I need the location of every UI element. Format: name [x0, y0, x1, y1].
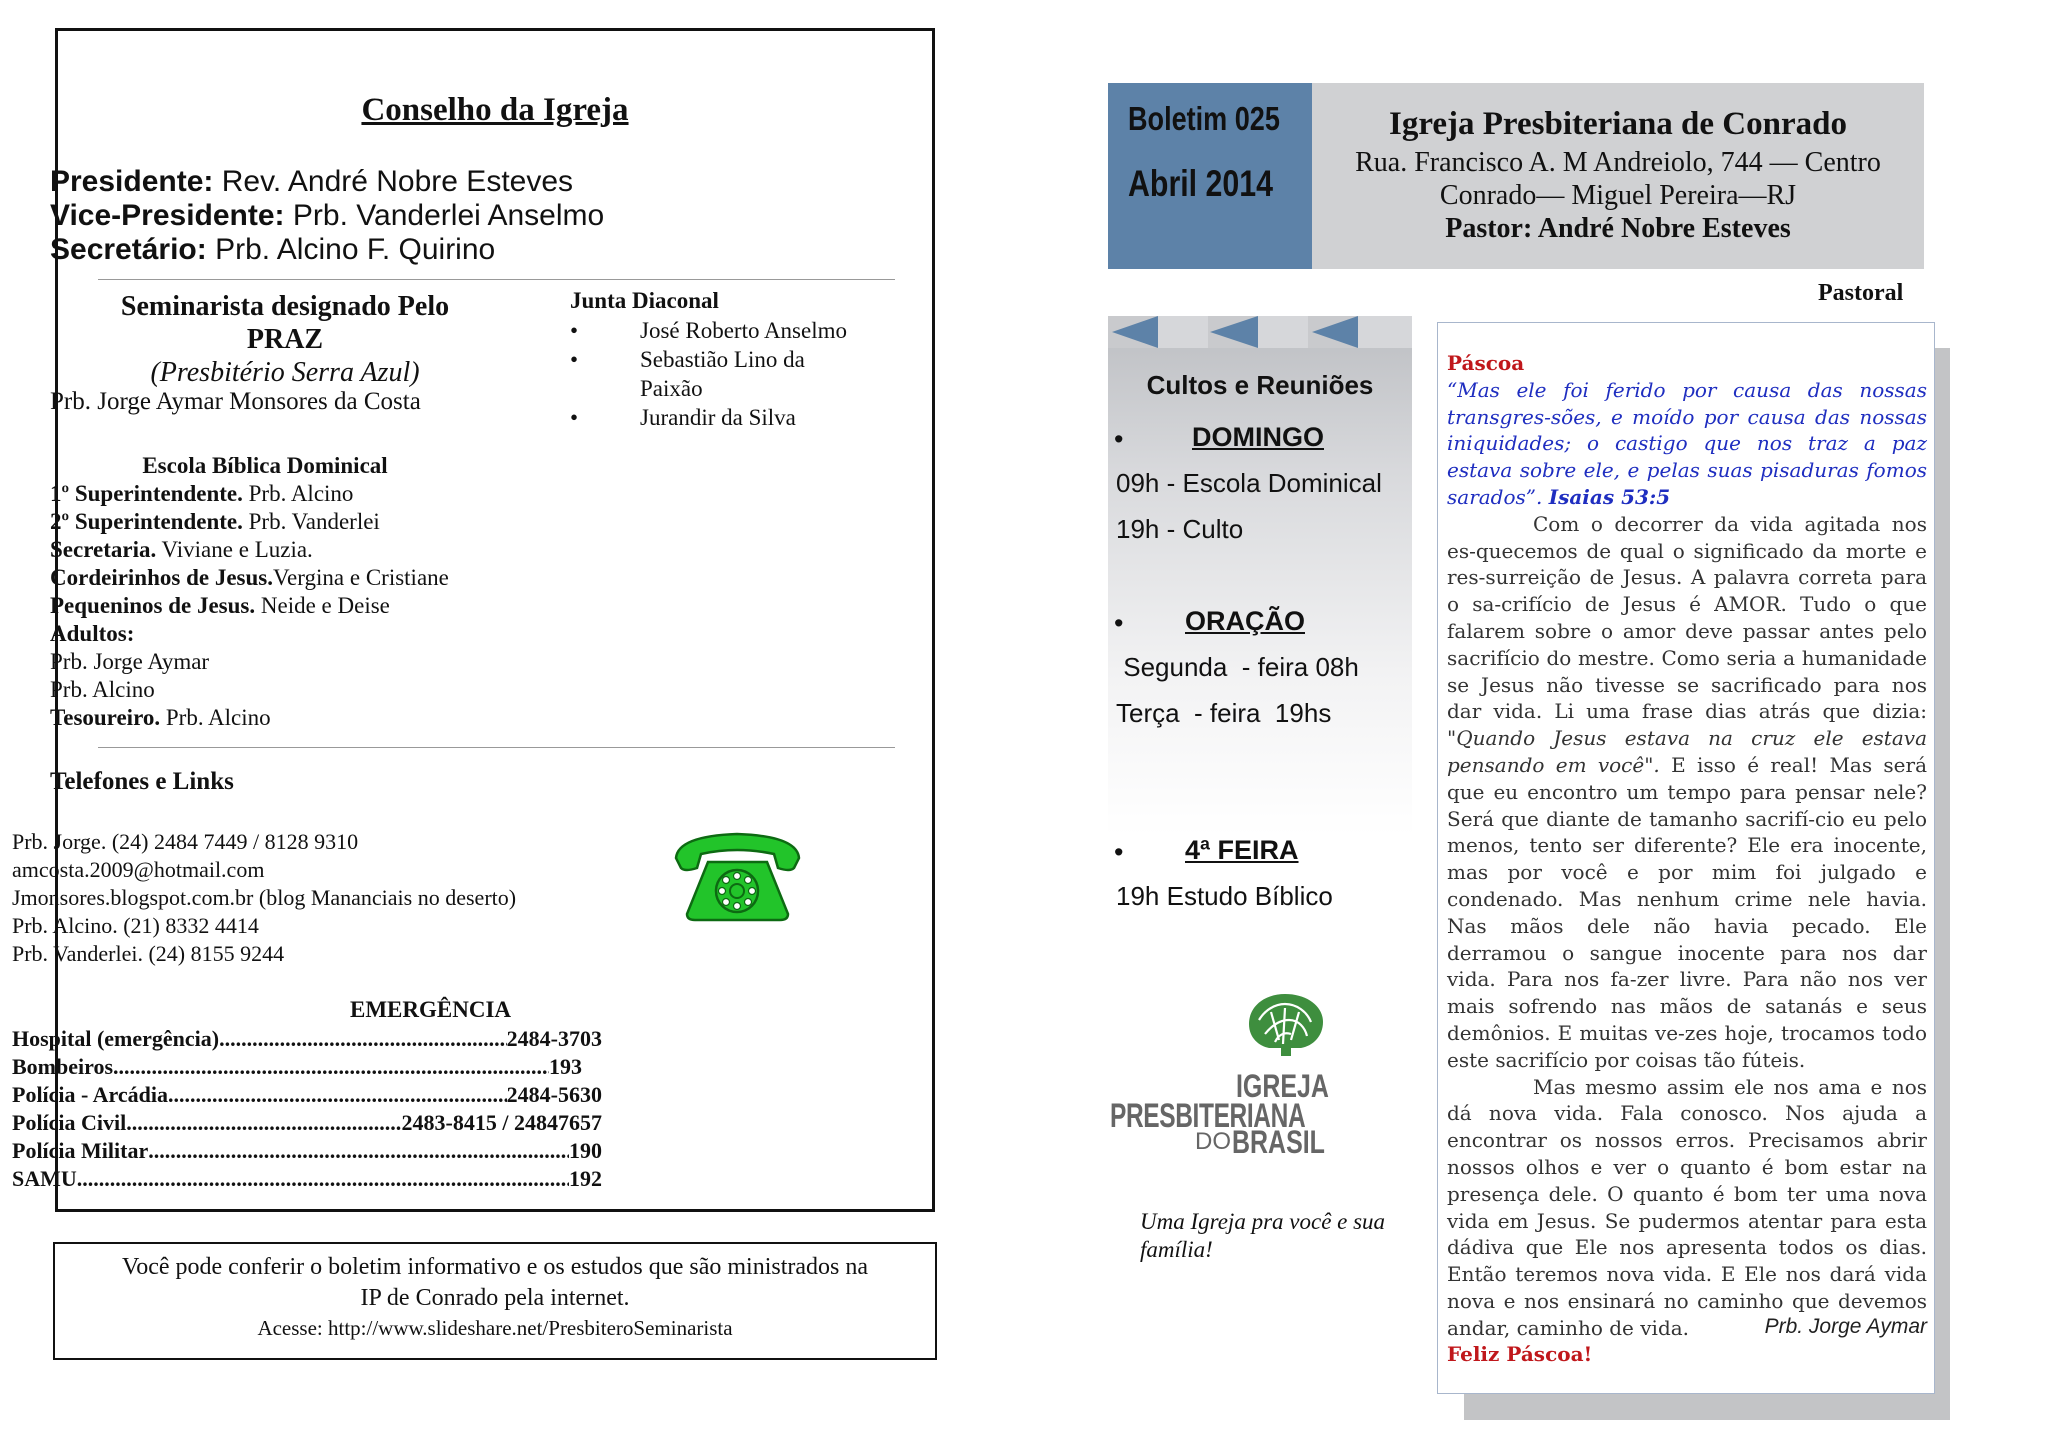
- emergency-number: 2484-5630: [506, 1082, 602, 1107]
- secretario-line: [50, 233, 495, 267]
- contacts-title: Telefones e Links: [50, 768, 234, 795]
- ebd-block: [50, 452, 570, 732]
- bullet-oracao: •: [1114, 608, 1124, 638]
- ebd-peq-value: Neide e Deise: [255, 593, 390, 618]
- seminarista-block: [40, 290, 530, 389]
- oracao-line: Segunda - feira 08h: [1116, 652, 1359, 682]
- bullet-quarta: •: [1114, 837, 1124, 867]
- contacts-list: [12, 828, 516, 968]
- article-text: Com o decorrer da vida agitada nos es-quecemos de qual o significado da morte e res-surreição de Jesus. A palavra correta para o sa-crifício de Jesus é AMOR. Tudo o que falarem sobre o amor deve passar antes pelo sacrifício do mestre. Como seria a humanidade se Jesus não tivesse se sacrificado para nos dar vida. Li uma frase dias atrás que dizia:: [1447, 511, 1927, 724]
- bulletin-number: Boletim 025: [1128, 100, 1280, 137]
- emergency-label: Polícia Civil: [12, 1110, 127, 1135]
- ebd-sup1-label: 1º Superintendente.: [50, 481, 243, 506]
- emergency-number: 2483-8415 / 24847657: [401, 1110, 602, 1135]
- junta-list: [570, 316, 870, 432]
- online-line1: Você pode conferir o boletim informativo e os estudos que são ministrados na: [121, 1254, 869, 1280]
- emergency-row: [12, 1053, 582, 1081]
- church-name: Igreja Presbiteriana de Conrado: [1389, 106, 1847, 142]
- seminarista-line3: (Presbitério Serra Azul): [150, 357, 420, 388]
- ebd-sec-value: Viviane e Luzia.: [156, 537, 313, 562]
- bullet-domingo: •: [1114, 424, 1124, 454]
- ebd-sec: [50, 536, 570, 564]
- vice-line: [50, 199, 604, 233]
- online-info-box: [53, 1242, 937, 1360]
- ebd-sec-label: Secretaria.: [50, 537, 157, 562]
- ebd-sup2: [50, 508, 570, 536]
- emergency-label: Polícia Militar: [12, 1138, 149, 1163]
- emergency-row: [12, 1165, 602, 1193]
- burning-bush-icon: [1235, 990, 1335, 1062]
- emergency-number: 190: [569, 1138, 602, 1163]
- ebd-cord: [50, 564, 570, 592]
- pastoral-label: Pastoral: [1818, 280, 1904, 306]
- emergency-label: SAMU: [12, 1166, 77, 1191]
- cultos-title: Cultos e Reuniões: [1146, 370, 1374, 400]
- oracao-heading: ORAÇÃO: [1185, 606, 1305, 636]
- article-inline-quote: "Quando Jesus estava na cruz ele estava pensando em você".: [1447, 726, 1927, 777]
- bulletin-date: Abril 2014: [1128, 163, 1274, 204]
- presidente-line: [50, 165, 573, 199]
- logo-brasil: BRASIL: [1232, 1124, 1325, 1160]
- ebd-tes-value: Prb. Alcino: [160, 705, 271, 730]
- logo-presbiteriana: PRESBITERIANA: [1110, 1097, 1306, 1135]
- secretario-label: Secretário:: [50, 233, 207, 266]
- church-pastor: Pastor: André Nobre Esteves: [1445, 213, 1791, 244]
- ebd-peq-label: Pequeninos de Jesus.: [50, 593, 256, 618]
- emergency-row: [12, 1081, 602, 1109]
- seminarista-name: Prb. Jorge Aymar Monsores da Costa: [50, 388, 421, 415]
- emergency-row: [12, 1137, 602, 1165]
- arrow-banner-icon: [1108, 316, 1412, 348]
- article-paragraph-2: Mas mesmo assim ele nos ama e nos dá nova vida. Fala conosco. Nos ajuda a encontrar os nossos erros. Precisamos abrir nossos olhos e ver o quanto é bom estar na presença dele. O quanto é bom ter uma nova vida em Jesus. Se pudermos atentar para esta dádiva que Ele nos apresenta todos os dias. Então teremos nova vida. E Ele nos dará vida nova e nos ensinará no caminho que devemos andar, caminho de vida.: [1447, 1074, 1927, 1340]
- ebd-cord-value: Vergina e Cristiane: [273, 565, 449, 590]
- contact-email[interactable]: amcosta.2009@hotmail.com: [12, 857, 265, 882]
- ebd-sup2-value: Prb. Vanderlei: [242, 509, 380, 534]
- seminarista-line2: PRAZ: [246, 324, 324, 355]
- vice-name: Prb. Vanderlei Anselmo: [292, 199, 605, 232]
- junta-member: • Jurandir da Silva: [570, 403, 870, 432]
- emergency-list: [12, 1025, 602, 1193]
- pastoral-article: [1447, 350, 1927, 1368]
- presidente-label: Presidente:: [50, 165, 214, 198]
- article-closing: Feliz Páscoa!: [1447, 1342, 1593, 1367]
- ebd-sup1-value: Prb. Alcino: [242, 481, 354, 506]
- presidente-name: Rev. André Nobre Esteves: [221, 165, 574, 198]
- contact-line: Prb. Jorge. (24) 2484 7449 / 8128 9310: [12, 829, 359, 854]
- emergency-label: Hospital (emergência): [12, 1026, 220, 1051]
- junta-member: • José Roberto Anselmo: [570, 316, 870, 345]
- ebd-sup2-label: 2º Superintendente.: [50, 509, 243, 534]
- contact-line: Prb. Alcino. (21) 8332 4414: [12, 913, 259, 938]
- church-address-2: Conrado— Miguel Pereira—RJ: [1439, 180, 1797, 211]
- emergency-row: [12, 1025, 602, 1053]
- junta-diaconal: [570, 288, 870, 432]
- church-address-1: Rua. Francisco A. M Andreiolo, 744 — Centro: [1355, 147, 1881, 178]
- ebd-sup1: [50, 480, 570, 508]
- domingo-line: 09h - Escola Dominical: [1116, 468, 1382, 498]
- emergency-row: [12, 1109, 602, 1137]
- online-link[interactable]: Acesse: http://www.slideshare.net/PresbiteroSeminarista: [257, 1316, 733, 1340]
- ebd-adultos: [50, 620, 570, 648]
- emergency-label: Polícia - Arcádia: [12, 1082, 169, 1107]
- article-title: Páscoa: [1447, 351, 1525, 375]
- logo-igreja: IGREJA: [1236, 1068, 1329, 1104]
- ebd-tes: [50, 704, 570, 732]
- oracao-line: Terça - feira 19hs: [1116, 698, 1332, 728]
- quarta-heading: 4ª FEIRA: [1185, 835, 1299, 865]
- ebd-adultos-label: Adultos:: [50, 621, 135, 646]
- article-paragraph-1: [1447, 511, 1927, 1074]
- ebd-adultos-1: Prb. Jorge Aymar: [50, 649, 210, 674]
- article-quote: “Mas ele foi ferido por causa das nossas transgres-sões, e moído por causa das nossas iniquidades; o castigo que nos traz a paz estava sobre ele, e pelas suas pisaduras fomos sarados”.: [1447, 377, 1927, 509]
- domingo-line: 19h - Culto: [1116, 514, 1244, 544]
- ebd-adultos-2: Prb. Alcino: [50, 677, 155, 702]
- online-line2: IP de Conrado pela internet.: [360, 1285, 630, 1311]
- ebd-title: Escola Bíblica Dominical: [142, 453, 388, 478]
- junta-member: • Sebastião Lino da Paixão: [570, 345, 870, 403]
- divider-top: [98, 279, 895, 280]
- quarta-line: 19h Estudo Bíblico: [1116, 881, 1333, 911]
- telephone-icon: [670, 828, 805, 923]
- seminarista-line1: Seminarista designado Pelo: [120, 291, 450, 322]
- emergency-number: 192: [569, 1166, 602, 1191]
- ebd-cord-label: Cordeirinhos de Jesus.: [50, 565, 273, 590]
- vice-label: Vice-Presidente:: [50, 199, 285, 232]
- secretario-name: Prb. Alcino F. Quirino: [215, 233, 496, 266]
- slogan: Uma Igreja pra você e sua família!: [1140, 1209, 1386, 1262]
- junta-title: Junta Diaconal: [570, 288, 719, 313]
- article-text: E isso é real! Mas será que eu encontro um tempo para pensar nele? Será que diante de tamanho sacrifí-cio eu pelo menos, tento ser diferente? Ele era inocente, mas por você e por mim foi julgado e condenado. Mas nenhum crime nele havia. Nas mãos dele não havia pecado. Ele derramou o sangue inocente para nos dar vida. Para nos fa-zer livre. Para não nos ver mais sofrendo nas mãos de satanás e seus demônios. E muitas ve-zes hoje, trocamos todo este sacrifício por coisas tão fúteis.: [1447, 752, 1927, 1072]
- logo-do: DO: [1195, 1128, 1231, 1155]
- ebd-peq: [50, 592, 570, 620]
- emergency-label: Bombeiros: [12, 1054, 114, 1079]
- divider-mid: [98, 747, 895, 748]
- article-reference: Isaias 53:5: [1548, 484, 1671, 509]
- council-title: Conselho da Igreja: [361, 92, 629, 128]
- contact-blog[interactable]: Jmonsores.blogspot.com.br (blog Mananciais no deserto): [12, 885, 517, 910]
- article-signature: Prb. Jorge Aymar: [1764, 1315, 1927, 1338]
- domingo-heading: DOMINGO: [1192, 422, 1324, 452]
- contact-line: Prb. Vanderlei. (24) 8155 9244: [12, 941, 285, 966]
- emergency-number: 2484-3703: [506, 1026, 602, 1051]
- emergency-title: EMERGÊNCIA: [350, 997, 512, 1022]
- emergency-number: 193: [549, 1054, 582, 1079]
- ebd-tes-label: Tesoureiro.: [50, 705, 161, 730]
